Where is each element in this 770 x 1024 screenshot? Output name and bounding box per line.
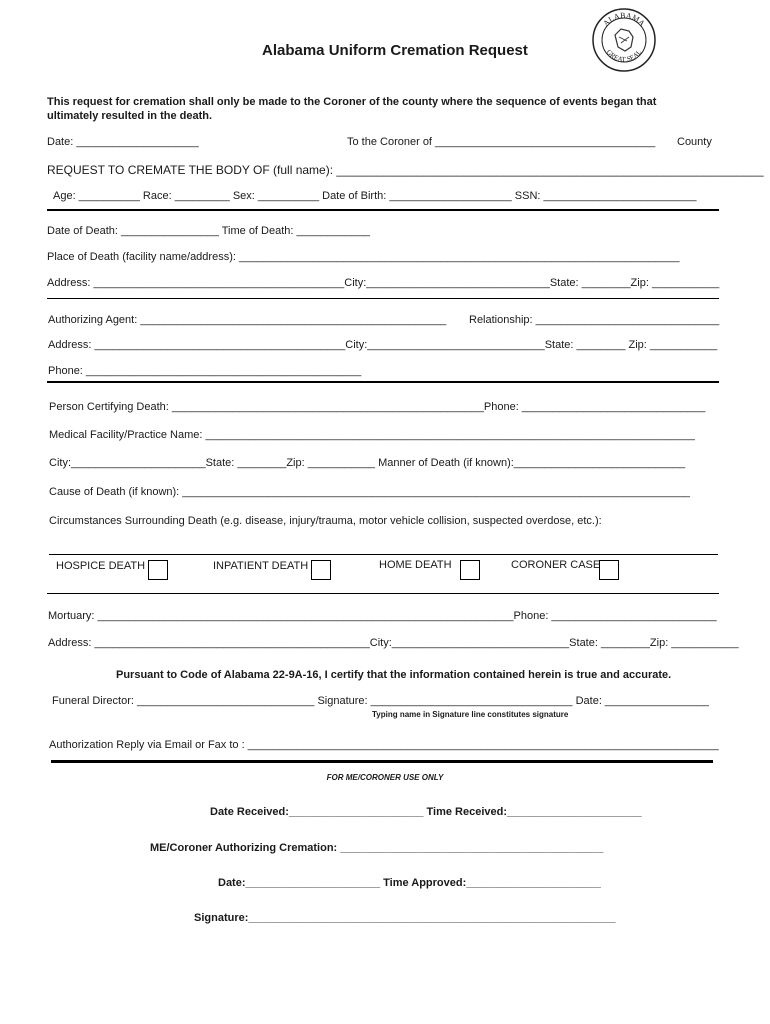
cause-of-death-field[interactable]: Cause of Death (if known): ___________________________________________________________________________________ bbox=[49, 486, 691, 498]
date-field[interactable]: Date: ____________________ bbox=[47, 136, 199, 148]
section-divider bbox=[47, 381, 719, 383]
coroner-authorizing-line[interactable]: ME/Coroner Authorizing Cremation: ___________________________________________ bbox=[150, 842, 604, 854]
section-divider bbox=[47, 209, 719, 211]
place-of-death-field[interactable]: Place of Death (facility name/address): ________________________________________________________________________ bbox=[47, 251, 680, 263]
state-seal bbox=[591, 7, 657, 73]
reply-contact-field[interactable]: Authorization Reply via Email or Fax to : _____________________________________________________________________________ bbox=[49, 739, 719, 751]
decedent-name-field[interactable]: REQUEST TO CREMATE THE BODY OF (full name): ________________________________________________________________ bbox=[47, 163, 764, 177]
coroner-county-field[interactable]: To the Coroner of ____________________________________ bbox=[347, 136, 656, 148]
county-label: County bbox=[677, 136, 712, 148]
authorizing-agent-field[interactable]: Authorizing Agent: __________________________________________________ bbox=[48, 314, 447, 326]
seal-top-text: ALABAMA bbox=[601, 10, 647, 29]
checkbox-label-home: HOME DEATH bbox=[379, 559, 452, 571]
medical-facility-field[interactable]: Medical Facility/Practice Name: ________________________________________________________________________________ bbox=[49, 429, 695, 441]
demographics-line[interactable]: Age: __________ Race: _________ Sex: __________ Date of Birth: ____________________ SSN: _________________________ bbox=[53, 190, 697, 202]
section-divider-thick bbox=[51, 760, 713, 763]
checkbox-label-hospice: HOSPICE DEATH bbox=[56, 560, 146, 572]
seal-icon bbox=[591, 7, 657, 73]
certifier-phone-line[interactable]: Person Certifying Death: ___________________________________________________Phone: ______________________________ bbox=[49, 401, 706, 413]
date-time-death-line[interactable]: Date of Death: ________________ Time of Death: ____________ bbox=[47, 225, 370, 237]
agent-address-line[interactable]: Address: _________________________________________City:_____________________________State: ________ Zip: ___________ bbox=[48, 339, 718, 351]
date-time-received-line[interactable]: Date Received:______________________ Time Received:______________________ bbox=[210, 806, 642, 818]
mortuary-phone-line[interactable]: Mortuary: ____________________________________________________________________Phone: ___________________________ bbox=[48, 610, 717, 622]
checkbox-coroner[interactable] bbox=[599, 560, 619, 580]
agent-phone-field[interactable]: Phone: _____________________________________________ bbox=[48, 365, 362, 377]
circumstances-line[interactable] bbox=[49, 554, 718, 555]
section-divider bbox=[47, 593, 719, 594]
intro-line-2: ultimately resulted in the death. bbox=[47, 110, 213, 122]
mortuary-address-line[interactable]: Address: _____________________________________________City:_____________________________State: ________Zip: ___________ bbox=[48, 637, 739, 649]
page-title: Alabama Uniform Cremation Request bbox=[262, 42, 528, 59]
office-use-heading: FOR ME/CORONER USE ONLY bbox=[326, 773, 444, 782]
seal-bottom-text: GREAT SEAL bbox=[604, 48, 644, 64]
death-address-line[interactable]: Address: _________________________________________City:______________________________State: ________Zip: ___________ bbox=[47, 277, 720, 289]
signature-note: Typing name in Signature line constitutes signature bbox=[372, 710, 569, 719]
checkbox-home[interactable] bbox=[460, 560, 480, 580]
funeral-director-line[interactable]: Funeral Director: _____________________________ Signature: _________________________________ Date: _________________ bbox=[52, 695, 709, 707]
certification-statement: Pursuant to Code of Alabama 22-9A-16, I certify that the information contained herein is true and accurate. bbox=[116, 669, 672, 681]
date-time-approved-line[interactable]: Date:______________________ Time Approved:______________________ bbox=[218, 877, 601, 889]
checkbox-hospice[interactable] bbox=[148, 560, 168, 580]
checkbox-inpatient[interactable] bbox=[311, 560, 331, 580]
checkbox-label-inpatient: INPATIENT DEATH bbox=[213, 560, 309, 572]
relationship-field[interactable]: Relationship: ______________________________ bbox=[469, 314, 720, 326]
checkbox-label-coroner: CORONER CASE bbox=[511, 559, 601, 571]
intro-line-1: This request for cremation shall only be made to the Coroner of the county where the sequence of events began that bbox=[47, 96, 657, 108]
office-signature-line[interactable]: Signature:____________________________________________________________ bbox=[194, 912, 616, 924]
circumstances-label: Circumstances Surrounding Death (e.g. disease, injury/trauma, motor vehicle collision, suspected overdose, etc.): bbox=[49, 515, 602, 527]
section-divider bbox=[47, 298, 719, 299]
certifier-city-line[interactable]: City:______________________State: ________Zip: ___________ Manner of Death (if known):____________________________ bbox=[49, 457, 686, 469]
